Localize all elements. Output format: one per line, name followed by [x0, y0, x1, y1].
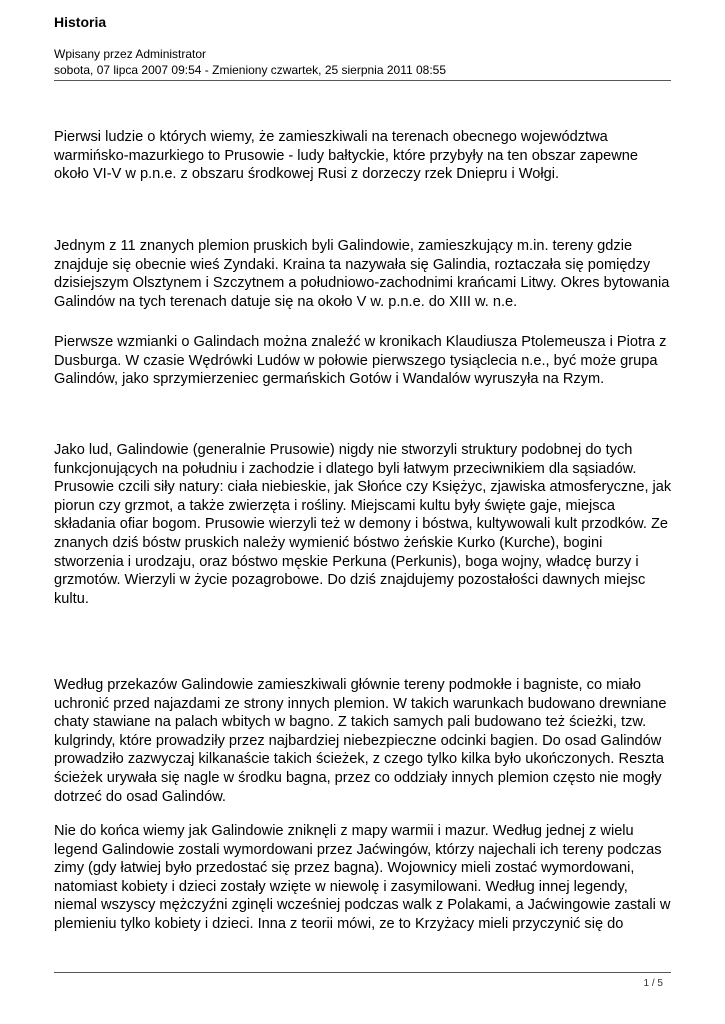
article-title: Historia [54, 14, 107, 30]
paragraph [54, 676, 674, 806]
paragraph-text: Jako lud, Galindowie (generalnie Prusowie) nigdy nie stworzyli struktury podobnej do tych funkcjonujących na południu i zachodzie i dlatego byli łatwym przeciwnikiem dla sąsiadów. Prusowie czcili siły natury: ciała niebieskie, jak Słońce czy Księżyc, zjawiska atmosferyczne, jak piorun czy grzmot, a także zwierzęta i rośliny. Miejscami kultu były święte gaje, miejsca składania ofiar bogom. Prusowie wierzyli też w demony i bóstwa, kultywowali kult przodków. Ze znanych dziś bóstw pruskich należy wymienić bóstwo żeńskie Kurko (Kurche), bogini stworzenia i urodzaju, oraz bóstwo męskie Perkuna (Perkunis), boga wojny, władcę burzy i grzmotów. Wierzyli w życie pozagrobowe. Do dziś znajdujemy pozostałości dawnych miejsc kultu. [54, 442, 672, 607]
paragraph [54, 822, 674, 934]
author-line: Wpisany przez Administrator [54, 47, 207, 61]
paragraph-text: Pierwsi ludzie o których wiemy, że zamieszkiwali na terenach obecnego województwa warmińsko-mazurkiego to Prusowie - ludy bałtyckie, które przybyły na ten obszar zapewne około VI-V w p.n.e. z obszaru środkowej Rusi z dorzeczy rzek Dniepru i Wołgi. [54, 129, 638, 183]
article-meta [54, 46, 446, 78]
paragraph-text: Jednym z 11 znanych plemion pruskich byli Galindowie, zamieszkujący m.in. tereny gdzie znajduje się obecnie wieś Zyndaki. Kraina ta nazywała się Galindia, roztaczała się pomiędzy dzisiejszym Olsztynem i Szczytnem a południowo-zachodnimi krańcami Litwy. Okres bytowania Galindów na tych terenach datuje się na około V w. p.n.e. do XIII w. n.e. [54, 238, 670, 310]
date-line: sobota, 07 lipca 2007 09:54 - Zmieniony czwartek, 25 sierpnia 2011 08:55 [54, 63, 447, 77]
header-divider [54, 80, 671, 81]
paragraph [54, 128, 674, 184]
paragraph [54, 441, 674, 608]
paragraph [54, 333, 674, 389]
page-number: 1 / 5 [643, 978, 663, 989]
paragraph-text: Nie do końca wiemy jak Galindowie zniknęli z mapy warmii i mazur. Według jednej z wielu legend Galindowie zostali wymordowani przez Jaćwingów, którzy najechali ich tereny podczas zimy (gdy łatwiej było przedostać się przez bagna). Wojownicy mieli zostać wymordowani, natomiast kobiety i dzieci zostały wzięte w niewolę i zasymilowani. Według innej legendy, niemal wszyscy mężczyźni zginęli wcześniej podczas walk z Polakami, a Jaćwingowie zastali w plemieniu tylko kobiety i dzieci. Inna z teorii mówi, ze to Krzyżacy mieli przyczynić się do [54, 823, 671, 932]
paragraph-text: Według przekazów Galindowie zamieszkiwali głównie tereny podmokłe i bagniste, co miało uchronić przed najazdami ze strony innych plemion. W takich warunkach budowano drewniane chaty stawiane na palach wbitych w bagno. Z takich samych pali budowano też ścieżki, tzw. kulgrindy, które prowadziły przez najbardziej niebezpieczne odcinki bagien. Do osad Galindów prowadziło zazwyczaj kilkanaście takich ścieżek, z czego tylko kilka było ukończonych. Reszta ścieżek urywała się nagle w środku bagna, przez co oddziały innych plemion często nie mogły dotrzeć do osad Galindów. [54, 677, 667, 805]
paragraph-text: Pierwsze wzmianki o Galindach można znaleźć w kronikach Klaudiusza Ptolemeusza i Piotra z Dusburga. W czasie Wędrówki Ludów w połowie pierwszego tysiąclecia n.e., być może grupa Galindów, jako sprzymierzeniec germańskich Gotów i Wandalów wyruszyła na Rzym. [54, 334, 667, 388]
footer-divider [54, 972, 671, 973]
paragraph [54, 237, 674, 311]
